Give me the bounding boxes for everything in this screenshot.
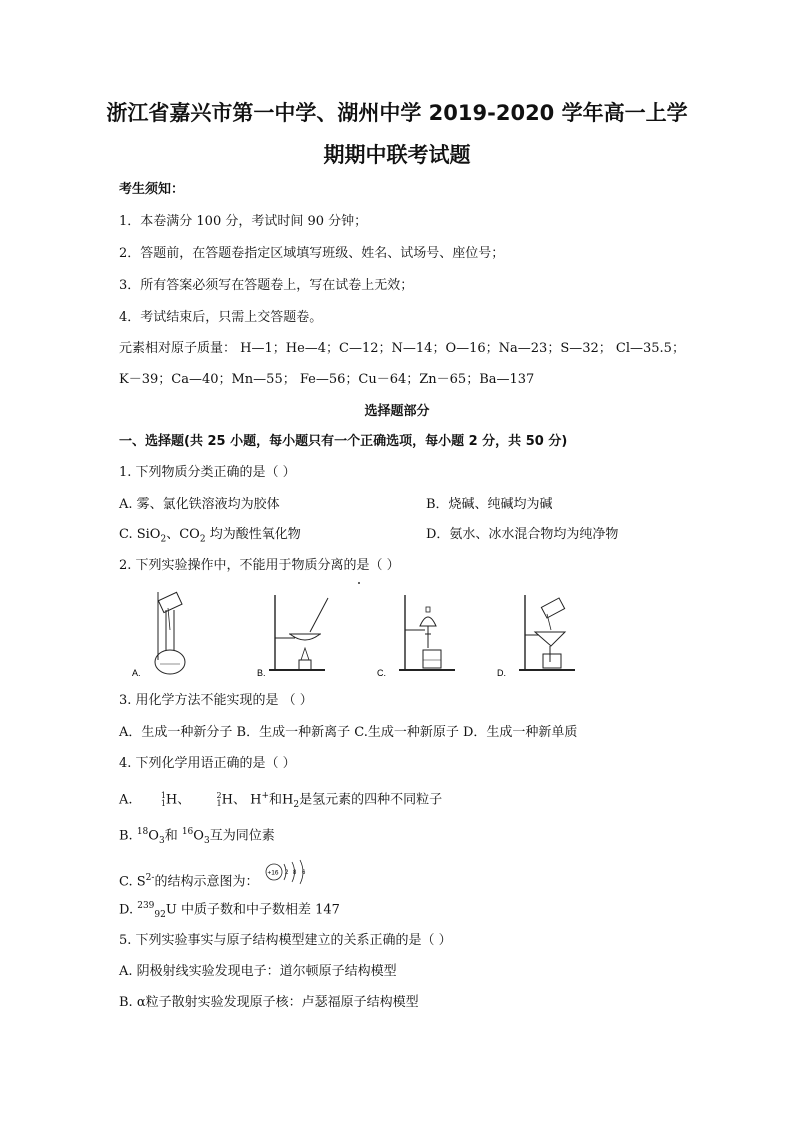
q4-c-sup: 2- xyxy=(145,873,155,883)
exam-title-line1: 浙江省嘉兴市第一中学、湖州中学 2019-2020 学年高一上学 xyxy=(106,101,688,125)
q1-option-d: D．氨水、冰水混合物均为纯净物 xyxy=(426,527,619,542)
q1-c-text: C. SiO xyxy=(119,527,161,542)
apparatus-b xyxy=(255,590,345,680)
q4-h2-mass: 2 xyxy=(216,791,222,800)
q4-b-sup1: 18 xyxy=(136,827,149,837)
q4-b-sup2: 16 xyxy=(181,827,194,837)
label-b: B. xyxy=(257,668,266,678)
q4-b-prefix: B. xyxy=(119,828,137,844)
section-title: 选择题部分 xyxy=(364,404,430,419)
q4-b-sub2: 3 xyxy=(203,835,210,846)
q5-option-a: A. 阴极射线实验发现电子：道尔顿原子结构模型 xyxy=(119,964,397,979)
label-a: A. xyxy=(132,668,141,678)
q4-a-tail: 和H xyxy=(268,792,294,808)
sulfide-ion-diagram xyxy=(262,857,312,891)
separatory-funnel-icon xyxy=(375,590,465,680)
q1-stem: 1. 下列物质分类正确的是（ ） xyxy=(119,465,296,480)
q3-options: A．生成一种新分子 B．生成一种新离子 C.生成一种新原子 D．生成一种新单质 xyxy=(119,725,578,740)
apparatus-c xyxy=(375,590,465,680)
atomic-mass-line-1: 元素相对原子质量： H—1；He—4；C—12；N—14；O—16；Na—23；S—32； Cl—35.5； xyxy=(119,341,685,356)
label-c: C. xyxy=(377,668,386,678)
part1-heading: 一、选择题(共 25 小题，每小题只有一个正确选项，每小题 2 分，共 50 分) xyxy=(119,434,568,449)
q1-c-sub1: 2 xyxy=(160,534,167,545)
q4-option-d xyxy=(119,902,340,920)
q4-h1-mass: 1 xyxy=(160,791,166,800)
notice-item-3: 3．所有答案必须写在答题卷上，写在试卷上无效； xyxy=(119,278,414,293)
q4-d-sub: 92 xyxy=(154,909,166,920)
q4-b-sub1: 3 xyxy=(158,835,165,846)
q4-d-end: U 中质子数和中子数相差 147 xyxy=(165,902,340,918)
q1-option-c xyxy=(119,528,301,545)
notice-item-2: 2．答题前，在答题卷指定区域填写班级、姓名、试场号、座位号； xyxy=(119,246,505,261)
q1-option-b: B．烧碱、纯碱均为碱 xyxy=(426,497,553,512)
q4-a-end: 是氢元素的四种不同粒子 xyxy=(299,792,443,808)
shell-2-label: 8 xyxy=(293,870,297,876)
q5-option-b: B. α粒子散射实验发现原子核：卢瑟福原子结构模型 xyxy=(119,995,419,1010)
q4-h1-symbol: H、 xyxy=(165,792,191,808)
q4-c-prefix: C. S xyxy=(119,874,146,890)
q4-stem: 4. 下列化学用语正确的是（ ） xyxy=(119,756,296,771)
shell-1-label: 2 xyxy=(285,870,289,876)
q5-stem: 5. 下列实验事实与原子结构模型建立的关系正确的是（ ） xyxy=(119,933,452,948)
q4-a-plus: + xyxy=(261,791,269,802)
q4-b-o2: O xyxy=(193,828,204,844)
atomic-mass-line-2: K－39；Ca—40；Mn—55； Fe—56；Cu－64；Zn－65；Ba—137 xyxy=(119,372,535,387)
stray-dot xyxy=(358,582,360,584)
apparatus-d xyxy=(495,590,585,680)
q4-b-end: 互为同位素 xyxy=(209,828,275,844)
q2-stem: 2. 下列实验操作中，不能用于物质分离的是（ ） xyxy=(119,558,400,573)
q4-b-and: 和 xyxy=(164,828,182,844)
atom-structure-icon xyxy=(262,857,312,887)
q1-c-mid: 、CO xyxy=(166,527,200,542)
volumetric-flask-icon xyxy=(130,590,210,680)
q4-c-end: 的结构示意图为： xyxy=(154,874,259,890)
q4-b-o1: O xyxy=(148,828,159,844)
q4-option-c xyxy=(119,874,258,888)
exam-title-line2: 期期中联考试题 xyxy=(323,143,471,167)
q4-d-prefix: D. xyxy=(119,902,138,918)
q1-c-suffix: 均为酸性氧化物 xyxy=(205,527,301,542)
evaporation-setup-icon xyxy=(255,590,345,680)
q4-d-sup: 239 xyxy=(137,901,155,911)
q4-h2-num: 1 xyxy=(216,799,222,808)
q1-option-a: A. 雾、氯化铁溶液均为胶体 xyxy=(119,497,280,512)
filtration-setup-icon xyxy=(495,590,585,680)
notice-heading: 考生须知： xyxy=(119,182,185,197)
nucleus-label: +16 xyxy=(267,869,279,877)
notice-item-1: 1．本卷满分 100 分，考试时间 90 分钟； xyxy=(119,214,368,229)
q4-h1-num: 1 xyxy=(160,799,166,808)
q4-option-b xyxy=(119,828,275,846)
q4-option-a xyxy=(119,792,442,810)
notice-item-4: 4．考试结束后，只需上交答题卷。 xyxy=(119,310,323,325)
q4-a-label: A. xyxy=(119,792,133,808)
apparatus-a xyxy=(130,590,210,680)
q3-stem: 3. 用化学方法不能实现的是 （ ） xyxy=(119,693,313,708)
q4-h2-symbol: H、 H xyxy=(221,792,262,808)
label-d: D. xyxy=(497,668,506,678)
q1-c-sub2: 2 xyxy=(199,534,206,545)
shell-3-label: 6 xyxy=(302,870,306,876)
q4-a-tail-sub: 2 xyxy=(293,800,300,811)
